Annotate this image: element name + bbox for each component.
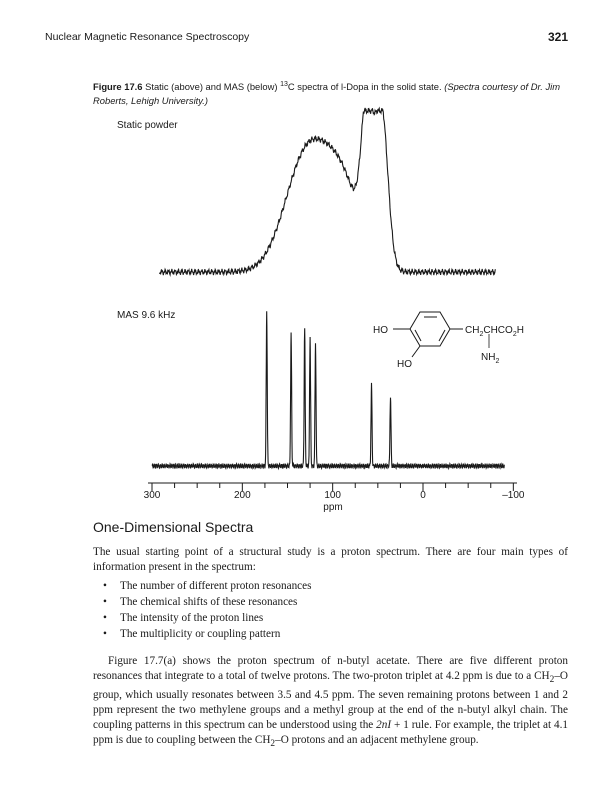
- caption-isotope: 13: [280, 80, 288, 88]
- static-spectrum-label: Static powder: [117, 120, 178, 131]
- x-tick-label: 0: [420, 490, 426, 501]
- l-dopa-structure: [373, 312, 524, 370]
- section-heading: One-Dimensional Spectra: [93, 519, 254, 535]
- list-item: • The multiplicity or coupling pattern: [103, 626, 311, 642]
- x-tick-label: –100: [502, 490, 525, 501]
- hydroxyl-bottom: HO: [397, 359, 412, 370]
- intro-paragraph: The usual starting point of a structural study is a proton spectrum. There are four main types of information present in the spectrum:: [93, 546, 568, 573]
- list-item: • The intensity of the proton lines: [103, 610, 311, 626]
- amine-label: $NH_2$: [481, 352, 500, 365]
- mas-spectrum-trace: [152, 311, 504, 468]
- hydroxyl-top: HO: [373, 325, 388, 336]
- running-head-title: Nuclear Magnetic Resonance Spectroscopy: [45, 31, 250, 43]
- static-spectrum-trace: [159, 108, 495, 275]
- mas-spectrum-label: MAS 9.6 kHz: [117, 310, 176, 321]
- caption-text-before: Static (above) and MAS (below): [145, 81, 281, 92]
- side-chain-label: $CH_2CHCO_2H$: [465, 325, 524, 338]
- information-list: [103, 578, 311, 642]
- x-tick-label: 100: [324, 490, 342, 501]
- caption-text-after: C spectra of l-Dopa in the solid state.: [287, 81, 445, 92]
- ppm-tick-labels: [144, 490, 525, 501]
- figure-label: Figure 17.6: [93, 81, 143, 92]
- page-number: 321: [547, 30, 568, 44]
- x-axis-label: ppm: [323, 502, 343, 513]
- list-item: • The number of different proton resonances: [103, 578, 311, 594]
- list-item: • The chemical shifts of these resonances: [103, 594, 311, 610]
- x-tick-label: 200: [233, 490, 251, 501]
- caption-credit: (Spectra courtesy of Dr. Jim Roberts, Lehigh University.): [93, 81, 561, 106]
- x-tick-label: 300: [143, 490, 161, 501]
- butyl-acetate-paragraph: Figure 17.7(a) shows the proton spectrum of n-butyl acetate. There are five different proton resonances that integrate to a total of twelve protons. The two-proton triplet at 4.2 ppm is due to a $CH_2-O$ group, which usually resonates between 3.5 and 4.5 ppm. The seven remaining protons between 1 and 2 ppm represent the two methylene groups and a methyl group at the end of the n-butyl alkyl chain. The coupling patterns in this spectrum can be understood using the 2nI + 1 rule. For example, the triplet at 4.1 ppm is due to coupling between the $CH_2-O$ protons and an adjacent methylene group.: [93, 655, 568, 750]
